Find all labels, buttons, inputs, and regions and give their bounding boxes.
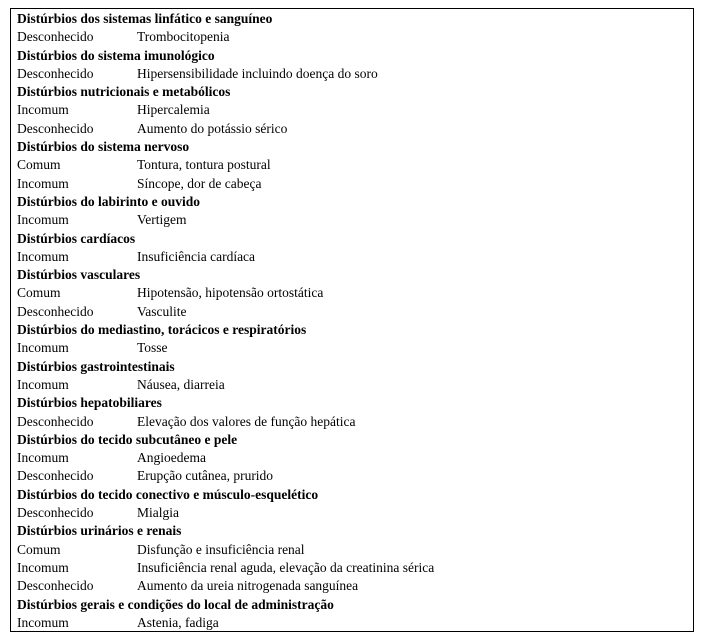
frequency-cell: Desconhecido (17, 578, 94, 594)
table-row (17, 303, 693, 321)
section-header: Distúrbios dos sistemas linfático e sanguíneo (17, 11, 273, 26)
table-row (17, 175, 693, 193)
table-row (17, 449, 693, 467)
table-row (17, 413, 693, 431)
section-header: Distúrbios urinários e renais (17, 523, 182, 539)
reaction-cell: Hipercalemia (137, 102, 210, 118)
frequency-cell: Desconhecido (17, 303, 94, 319)
frequency-cell: Incomum (17, 450, 69, 466)
table-row (17, 339, 693, 357)
frequency-cell: Desconhecido (17, 29, 94, 45)
reaction-cell: Aumento da ureia nitrogenada sanguínea (137, 578, 359, 594)
table-row (17, 156, 693, 174)
table-row (17, 577, 693, 595)
frequency-cell: Incomum (17, 248, 69, 264)
reaction-cell: Erupção cutânea, prurido (137, 468, 274, 484)
reaction-cell: Mialgia (137, 505, 179, 521)
section-header: Distúrbios gerais e condições do local de administração (17, 596, 334, 612)
reaction-cell: Vasculite (137, 303, 187, 319)
section-header: Distúrbios do tecido subcutâneo e pele (17, 431, 238, 447)
reaction-cell: Vertigem (137, 212, 187, 228)
table-row (17, 28, 693, 46)
reaction-cell: Insuficiência cardíaca (137, 248, 256, 264)
reaction-cell: Angioedema (137, 450, 206, 466)
reaction-cell: Elevação dos valores de função hepática (137, 413, 356, 429)
frequency-cell: Incomum (17, 175, 69, 191)
reaction-cell: Hipersensibilidade incluindo doença do soro (137, 65, 378, 81)
reaction-cell: Hipotensão, hipotensão ortostática (137, 285, 324, 301)
adverse-reactions-table (10, 8, 694, 632)
section-header: Distúrbios do sistema imunológico (17, 47, 215, 63)
table-row (17, 614, 693, 632)
reaction-cell: Trombocitopenia (137, 29, 230, 45)
table-row (17, 541, 693, 559)
reaction-cell: Tontura, tontura postural (137, 157, 271, 173)
table-row (17, 120, 693, 138)
section-header: Distúrbios do labirinto e ouvido (17, 193, 201, 209)
reaction-cell: Astenia, fadiga (137, 614, 219, 630)
reaction-cell: Insuficiência renal aguda, elevação da creatinina sérica (137, 559, 435, 575)
section-header: Distúrbios vasculares (17, 267, 141, 283)
section-header: Distúrbios hepatobiliares (17, 395, 162, 411)
section-header: Distúrbios gastrointestinais (17, 358, 175, 374)
frequency-cell: Desconhecido (17, 505, 94, 521)
reaction-cell: Síncope, dor de cabeça (137, 175, 262, 191)
frequency-cell: Incomum (17, 102, 69, 118)
reaction-cell: Náusea, diarreia (137, 376, 225, 392)
table-row (17, 248, 693, 266)
reaction-cell: Aumento do potássio sérico (137, 120, 288, 136)
frequency-cell: Incomum (17, 559, 69, 575)
section-header: Distúrbios do sistema nervoso (17, 139, 190, 155)
table-row (17, 376, 693, 394)
frequency-cell: Incomum (17, 614, 69, 630)
table-row (17, 504, 693, 522)
frequency-cell: Incomum (17, 340, 69, 356)
table-row (17, 101, 693, 119)
frequency-cell: Desconhecido (17, 120, 94, 136)
reaction-cell: Tosse (137, 340, 168, 356)
frequency-cell: Comum (17, 285, 61, 301)
section-header: Distúrbios do tecido conectivo e músculo-esquelético (17, 486, 319, 502)
frequency-cell: Comum (17, 157, 61, 173)
frequency-cell: Comum (17, 541, 61, 557)
table-row (17, 211, 693, 229)
reaction-cell: Disfunção e insuficiência renal (137, 541, 305, 557)
frequency-cell: Desconhecido (17, 468, 94, 484)
table-row (17, 467, 693, 485)
table-row (17, 284, 693, 302)
frequency-cell: Desconhecido (17, 413, 94, 429)
table-row (17, 559, 693, 577)
frequency-cell: Incomum (17, 212, 69, 228)
table-row (17, 65, 693, 83)
frequency-cell: Desconhecido (17, 65, 94, 81)
frequency-cell: Incomum (17, 376, 69, 392)
section-header: Distúrbios cardíacos (17, 230, 136, 246)
section-header: Distúrbios nutricionais e metabólicos (17, 84, 231, 100)
section-header: Distúrbios do mediastino, torácicos e respiratórios (17, 322, 307, 338)
